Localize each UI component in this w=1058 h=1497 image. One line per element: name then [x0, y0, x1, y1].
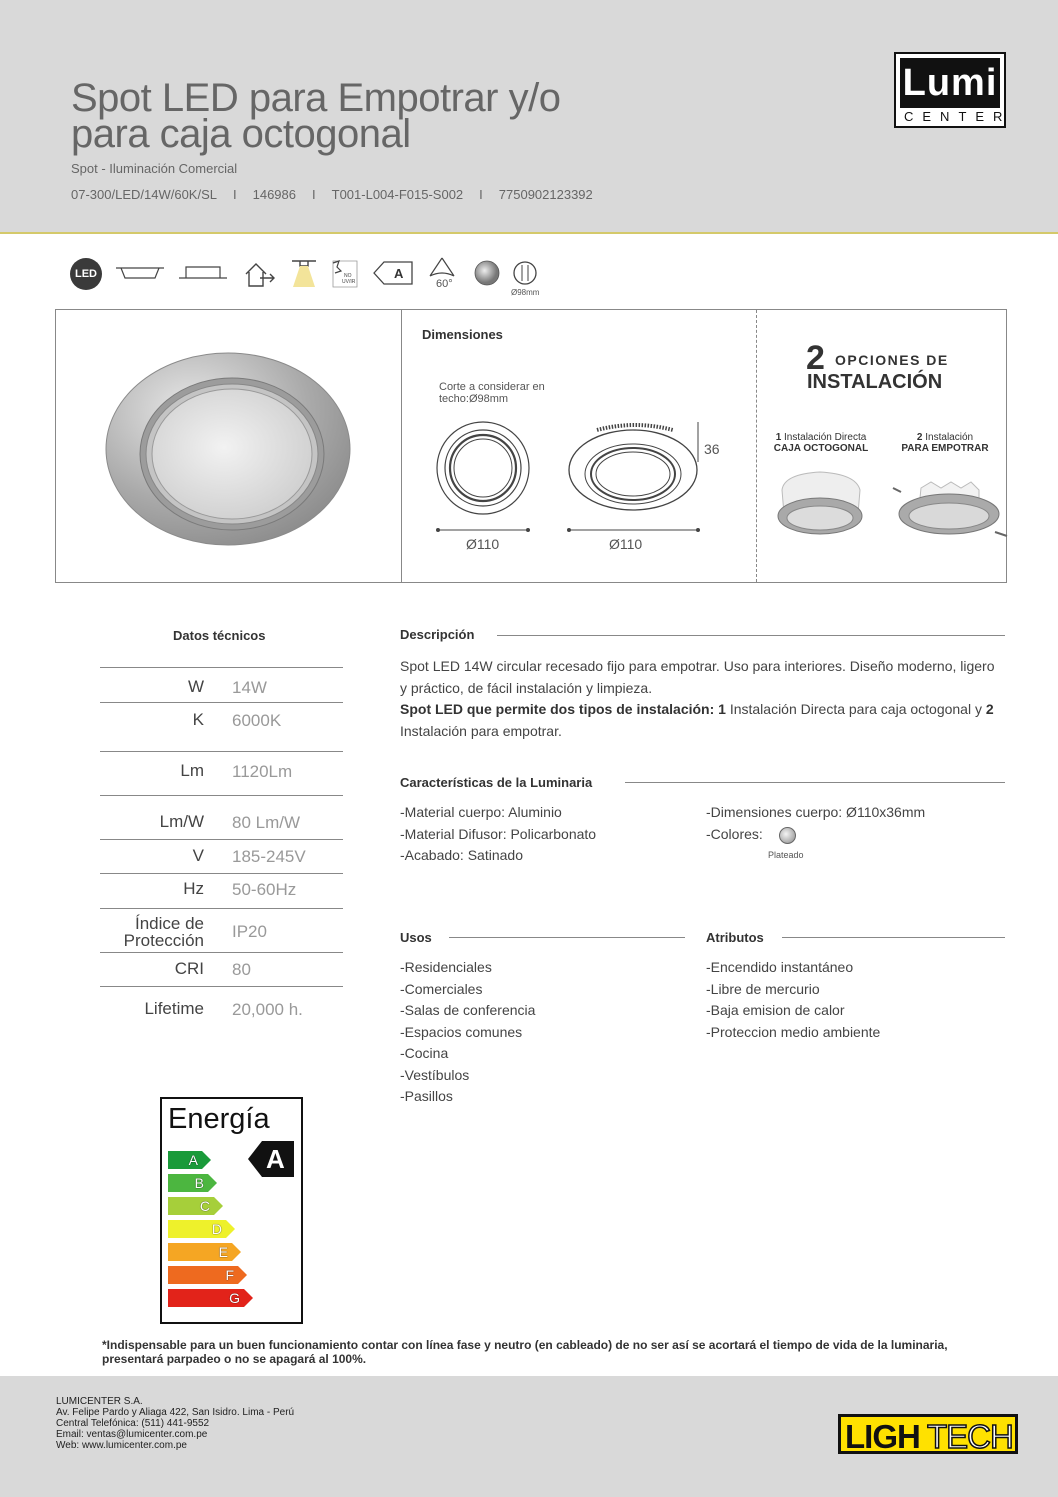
options-number: 2 [806, 339, 825, 377]
spec-value-cri: 80 [232, 960, 251, 979]
divider [625, 782, 1005, 783]
svg-text:NO: NO [344, 273, 352, 279]
spec-value-lifetime: 20,000 h. [232, 1000, 303, 1019]
options-heading: OPCIONES DE [835, 352, 949, 368]
title-line-2: para caja octogonal [71, 112, 411, 156]
svg-text:UV/IR: UV/IR [342, 279, 356, 285]
list-item: -Libre de mercurio [706, 980, 820, 997]
energy-class-value: A [266, 1144, 285, 1174]
list-item: -Espacios comunes [400, 1023, 523, 1040]
description-bold: Spot LED que permite dos tipos de instalación: 1 [400, 701, 726, 717]
spec-key-watts: W [187, 677, 204, 696]
subtitle: Spot - Iluminación Comercial [71, 161, 238, 176]
logo-part: LIGH [845, 1418, 920, 1455]
energy-bar-f: F [168, 1266, 248, 1284]
divider [100, 702, 343, 703]
front-diameter: Ø110 [466, 536, 500, 552]
side-view-drawing [561, 422, 709, 532]
header [0, 0, 1058, 234]
spec-value-efficacy: 80 Lm/W [232, 813, 301, 832]
divider [756, 310, 757, 582]
footer [0, 1376, 1058, 1497]
list-item: -Comerciales [400, 980, 483, 997]
list-item: -Salas de conferencia [400, 1002, 536, 1018]
divider [497, 635, 1005, 636]
description-line: Spot LED 14W circular recesado fijo para empotrar. Uso para interiores. Diseño moderno, ligero y práctico, de fácil instalación y limpieza. [400, 658, 995, 696]
spec-key-lumens: Lm [180, 761, 204, 780]
logo-lumi: Lumi [900, 58, 1000, 108]
energy-bar-c: C [168, 1197, 224, 1215]
cutout-label: Ø98mm [511, 288, 540, 297]
list-item: -Acabado: Satinado [400, 847, 523, 863]
title-line-1: Spot LED para Empotrar y/o [71, 76, 561, 120]
energy-bar-g: G [168, 1289, 254, 1307]
description-text [400, 656, 1000, 742]
logo-part: TECH [927, 1418, 1013, 1455]
features-left-list [400, 802, 596, 867]
spec-value-frequency: 50-60Hz [232, 880, 297, 899]
energy-bar-e: E [168, 1243, 242, 1261]
surface-icon [178, 264, 228, 280]
company-email: Email: ventas@lumicenter.com.pe [56, 1429, 208, 1440]
list-item: -Cocina [400, 1045, 449, 1061]
list-item: -Proteccion medio ambiente [706, 1023, 881, 1040]
install-1-photo [774, 468, 869, 540]
install-1-type: CAJA OCTOGONAL [773, 443, 869, 454]
description-line: Instalación para empotrar. [400, 722, 562, 739]
cutout-icon [512, 260, 538, 286]
spec-key-protection: Índice de Protección [123, 914, 204, 950]
finish-icon [474, 260, 500, 286]
product-photo [96, 344, 361, 554]
side-diameter: Ø110 [609, 536, 643, 552]
energy-title: Energía [168, 1103, 270, 1135]
divider [401, 310, 402, 582]
no-uvir-icon [331, 259, 359, 289]
energy-bar-d: D [168, 1220, 236, 1238]
spec-key-efficacy: Lm/W [159, 812, 204, 831]
page-title [71, 76, 561, 156]
divider [100, 873, 343, 874]
cut-note: Corte a considerar en techo:Ø98mm [439, 381, 545, 405]
recessed-icon [115, 266, 165, 280]
list-item: -Residenciales [400, 959, 492, 975]
uses-list [400, 957, 535, 1108]
spec-value-voltage: 185-245V [232, 847, 306, 866]
color-swatch-silver [779, 827, 796, 844]
list-item: -Colores: [706, 825, 763, 842]
features-right-list [706, 802, 925, 845]
install-option-2 [890, 432, 1000, 454]
tech-data-title: Datos técnicos [173, 628, 266, 643]
list-item: -Pasillos [400, 1088, 453, 1104]
code-separator: I [312, 187, 316, 202]
energy-label [160, 1097, 303, 1324]
beam-angle-icon [426, 256, 458, 278]
company-web: Web: www.lumicenter.com.pe [56, 1440, 187, 1451]
divider [100, 751, 343, 752]
install-2-label: Instalación [925, 432, 974, 443]
company-address: Av. Felipe Pardo y Aliaga 422, San Isidro. Lima - Perú [56, 1407, 295, 1418]
energy-bar-a: A [168, 1151, 212, 1169]
product-box [55, 309, 1007, 583]
front-view-drawing [428, 418, 538, 532]
code-separator: I [479, 187, 483, 202]
beam-angle-label: 60° [436, 278, 453, 290]
company-name: LUMICENTER S.A. [56, 1396, 143, 1407]
divider [782, 937, 1005, 938]
energy-bar-b: B [168, 1174, 218, 1192]
install-2-type: PARA EMPOTRAR [901, 443, 989, 454]
light-icon [290, 259, 318, 289]
dimensions-title: Dimensiones [422, 327, 503, 342]
spec-key-kelvin: K [192, 710, 204, 729]
lightech-logo [838, 1414, 1018, 1454]
logo-center: CENTER [904, 109, 1012, 124]
code-ean: 7750902123392 [498, 187, 593, 202]
description-bold: 2 [985, 701, 994, 717]
spec-value-watts: 14W [232, 678, 267, 697]
color-label: Plateado [768, 850, 804, 860]
attributes-title: Atributos [706, 930, 764, 945]
list-item: -Baja emision de calor [706, 1002, 845, 1018]
spec-key-lifetime: Lifetime [144, 999, 204, 1018]
install-1-number: 1 [775, 432, 782, 443]
install-2-photo [891, 478, 1009, 550]
product-codes [71, 187, 593, 202]
options-heading-sub: INSTALACIÓN [807, 371, 943, 393]
divider [100, 952, 343, 953]
divider [100, 986, 343, 987]
install-2-number: 2 [916, 432, 923, 443]
install-option-1 [761, 432, 881, 454]
description-title: Descripción [400, 627, 475, 642]
install-1-label: Instalación Directa [784, 432, 867, 443]
divider [100, 908, 343, 909]
list-item: -Encendido instantáneo [706, 959, 854, 975]
list-item: -Material Difusor: Policarbonato [400, 825, 597, 842]
features-title: Características de la Luminaria [400, 775, 593, 790]
energy-class-letter: A [394, 266, 404, 281]
spec-key-voltage: V [192, 846, 204, 865]
spec-key-cri: CRI [174, 959, 204, 978]
code-model: 07-300/LED/14W/60K/SL [71, 187, 217, 202]
divider [449, 937, 685, 938]
divider [100, 667, 343, 668]
code-sku: 146986 [252, 187, 296, 202]
list-item: -Material cuerpo: Aluminio [400, 804, 562, 820]
description-line: Instalación Directa para caja octogonal y [725, 701, 986, 717]
company-phone: Central Telefónica: (511) 441-9552 [56, 1418, 210, 1429]
energy-class-icon [372, 260, 414, 286]
company-info [56, 1396, 294, 1451]
height-dimension: 36 [704, 441, 720, 457]
spec-value-lumens: 1120Lm [232, 762, 293, 781]
code-classification: T001-L004-F015-S002 [331, 187, 464, 202]
indoor-icon [242, 260, 276, 288]
attributes-list [706, 957, 880, 1043]
lumicenter-logo [894, 52, 1012, 128]
spec-key-frequency: Hz [183, 879, 204, 898]
spec-value-kelvin: 6000K [232, 711, 282, 730]
uses-title: Usos [400, 930, 432, 945]
code-separator: I [232, 187, 237, 202]
divider [100, 839, 343, 840]
divider [100, 795, 343, 796]
footnote: *Indispensable para un buen funcionamiento contar con línea fase y neutro (en cableado) de no ser así se acortará el tiempo de vida de la luminaria, presentará parpadeo o no se apagará al 100%. [102, 1338, 948, 1366]
list-item: -Vestíbulos [400, 1066, 470, 1083]
list-item: -Dimensiones cuerpo: Ø110x36mm [706, 804, 926, 820]
spec-value-protection: IP20 [232, 922, 267, 941]
led-icon: LED [70, 258, 102, 290]
